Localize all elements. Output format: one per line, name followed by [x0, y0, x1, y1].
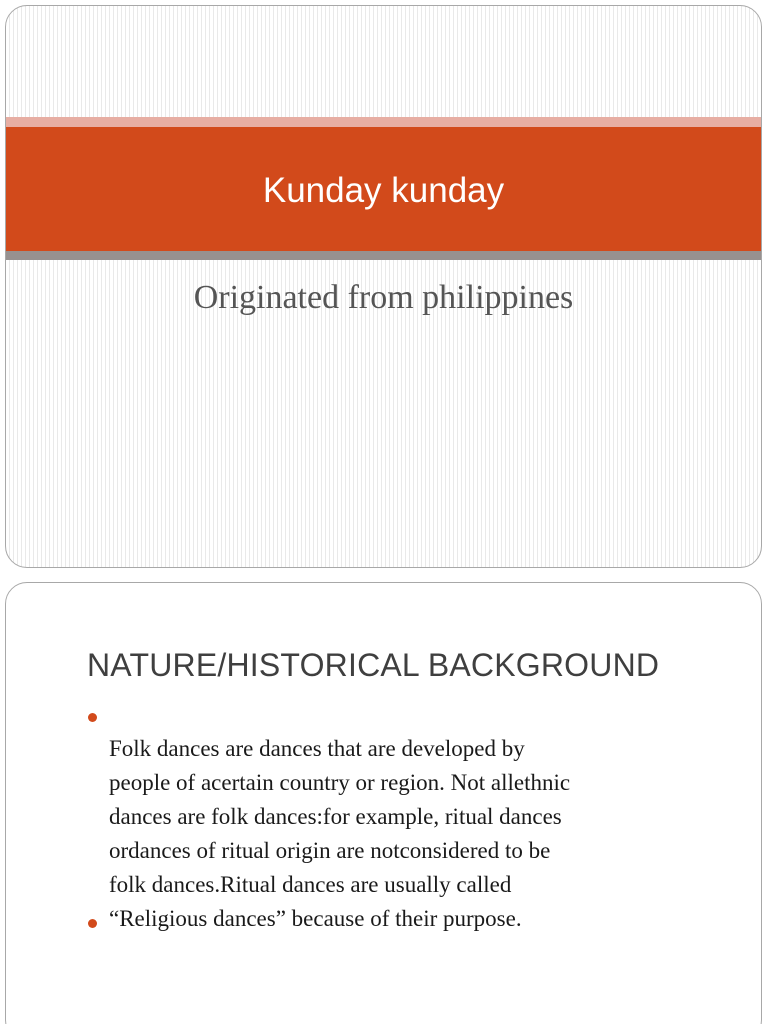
slide-title: Kunday kunday — [262, 171, 505, 210]
slide-subtitle: Originated from philippines — [193, 279, 574, 316]
title-band — [6, 127, 761, 251]
paragraph-line: dances are folk dances:for example, ritual dances — [109, 804, 562, 829]
content-slide — [5, 582, 762, 1024]
paragraph-line: people of acertain country or region. Not allethnic — [109, 770, 571, 795]
bullet-text-religious: “Religious dances” because of their purpose. — [109, 906, 522, 931]
bullet-dot-icon — [88, 713, 97, 722]
title-band-top-stripe — [6, 117, 761, 127]
section-heading: NATURE/HISTORICAL BACKGROUND — [87, 647, 660, 683]
bullet-dot-icon — [88, 919, 97, 928]
title-slide — [5, 5, 762, 568]
bullet-paragraph — [109, 732, 749, 902]
title-band-bottom-stripe — [6, 251, 761, 260]
paragraph-line: ordances of ritual origin are notconsidered to be — [109, 838, 551, 863]
paragraph-line: folk dances.Ritual dances are usually called — [109, 872, 512, 897]
paragraph-line: Folk dances are dances that are developed by — [109, 736, 525, 761]
